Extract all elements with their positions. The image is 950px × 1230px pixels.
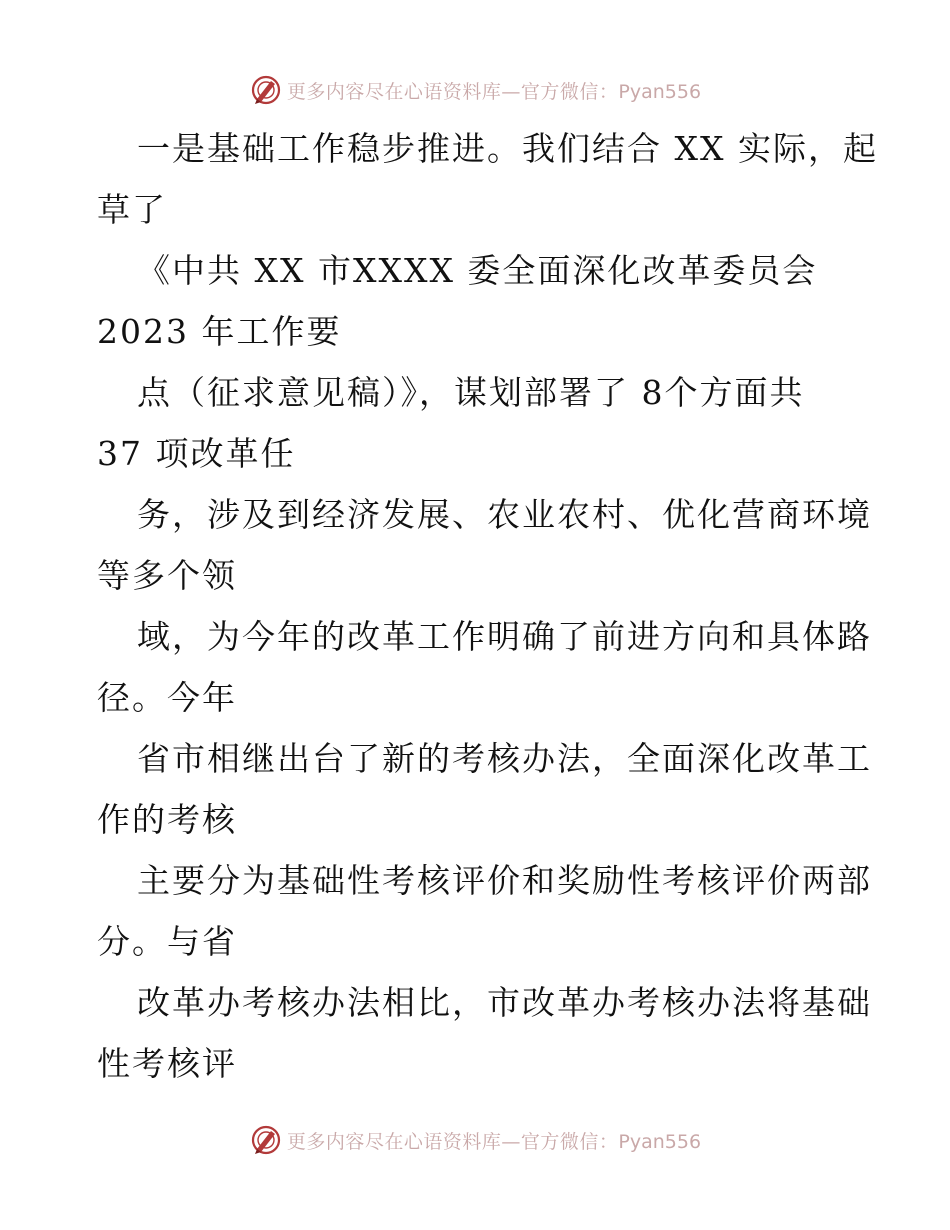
text-line: 点（征求意见稿）》，谋划部署了 8个方面共 (137, 373, 805, 412)
text-line: 域，为今年的改革工作明确了前进方向和具体路 (137, 617, 872, 656)
text-line: 务，涉及到经济发展、农业农村、优化营商环境 (137, 495, 872, 534)
text-line: 等多个领 (97, 556, 237, 595)
watermark-text: 更多内容尽在心语资料库—官方微信：Pyan556 (286, 80, 702, 103)
text-line: 性考核评 (97, 1044, 237, 1083)
text-line: 2023 年工作要 (97, 312, 342, 351)
text-line: 省市相继出台了新的考核办法，全面深化改革工 (137, 739, 872, 778)
text-line: 径。今年 (97, 678, 237, 717)
header-watermark (0, 70, 950, 110)
text-line: 改革办考核办法相比，市改革办考核办法将基础 (137, 983, 872, 1022)
text-line: 主要分为基础性考核评价和奖励性考核评价两部 (137, 861, 872, 900)
text-line: 37 项改革任 (97, 434, 296, 473)
watermark-id: Pyan556 (618, 80, 702, 103)
text-line: 《中共 XX 市XXXX 委全面深化改革委员会 (137, 251, 818, 290)
document-body (97, 118, 878, 1094)
pen-circle-logo-icon (249, 1123, 283, 1157)
watermark-text: 更多内容尽在心语资料库—官方微信：Pyan556 (286, 1130, 702, 1153)
text-line: 一是基础工作稳步推进。我们结合 XX 实际，起 (137, 129, 878, 168)
text-line: 草了 (97, 190, 167, 229)
pen-circle-logo-icon (249, 73, 283, 107)
footer-watermark (0, 1120, 950, 1160)
text-line: 作的考核 (97, 800, 237, 839)
text-line: 分。与省 (97, 922, 237, 961)
watermark-id: Pyan556 (618, 1130, 702, 1153)
